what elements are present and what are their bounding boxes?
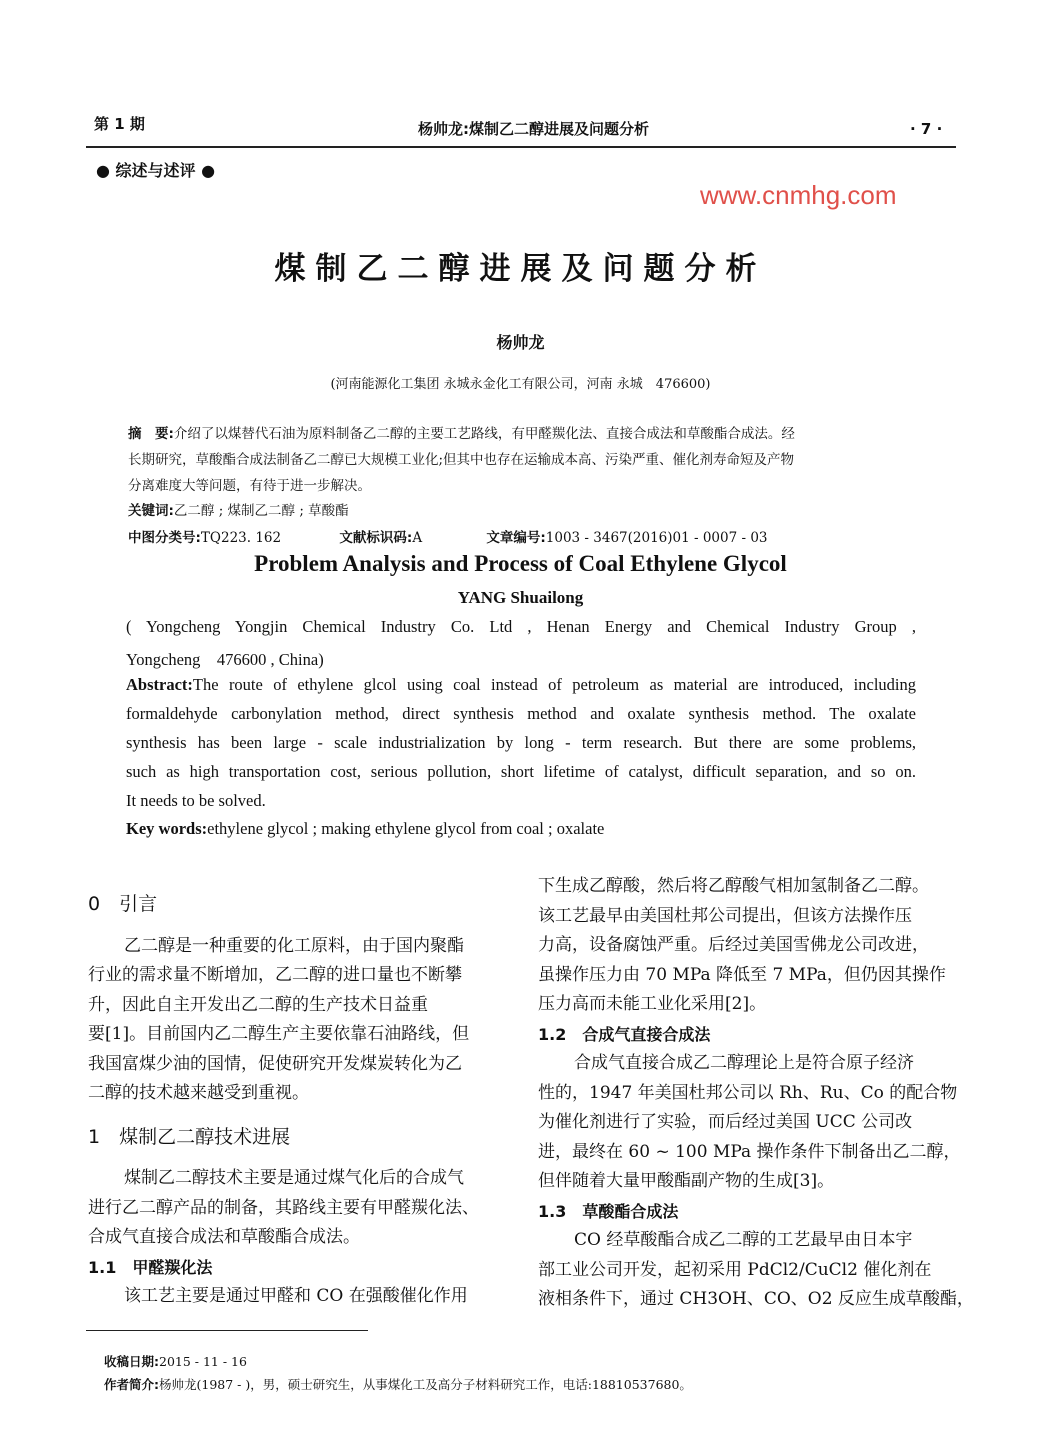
abstract-line: 分离难度大等问题，有待于进一步解决。 (128, 478, 371, 494)
doc-code-value: A (412, 530, 423, 546)
received-date: 2015 - 11 - 16 (159, 1354, 247, 1369)
clc-label: 中图分类号: (128, 530, 201, 546)
paragraph-line: CO 经草酸酯合成乙二醇的工艺最早由日本宇 (574, 1230, 913, 1250)
author-cn: 杨帅龙 (496, 333, 545, 352)
page-number: · 7 · (910, 120, 943, 138)
header-rule (86, 146, 956, 148)
keywords-en-label: Key words: (126, 819, 208, 838)
author-en: YANG Shuailong (457, 588, 584, 607)
running-title: 杨帅龙:煤制乙二醇进展及问题分析 (418, 120, 650, 138)
keywords-cn: 乙二醇 ; 煤制乙二醇 ; 草酸酯 (173, 503, 349, 519)
paragraph-line: 压力高而未能工业化采用[2]。 (538, 994, 767, 1014)
affiliation-en: Yongcheng 476600 , China) (126, 650, 324, 669)
abstract-en-line: The route of ethylene glcol using coal instead of petroleum as material are introduced, including (192, 675, 916, 694)
section-tag: ● 综述与述评 ● (96, 161, 216, 180)
author-bio: 杨帅龙(1987 - )，男，硕士研究生，从事煤化工及高分子材料研究工作，电话:18810537680。 (159, 1377, 692, 1392)
paragraph-line: 要[1]。目前国内乙二醇生产主要依靠石油路线，但 (88, 1024, 470, 1044)
section-heading: 1 煤制乙二醇技术进展 (88, 1125, 291, 1148)
affiliation-cn: (河南能源化工集团 永城永金化工有限公司，河南 永城 476600) (330, 377, 711, 392)
issue-number: 第 1 期 (94, 115, 145, 133)
article-number-value: 1003 - 3467(2016)01 - 0007 - 03 (545, 530, 768, 546)
left-column (88, 890, 479, 1312)
title-en: Problem Analysis and Process of Coal Ethylene Glycol (254, 551, 787, 576)
paragraph-line: 该工艺主要是通过甲醛和 CO 在强酸催化作用 (124, 1286, 468, 1306)
paragraph-line: 但伴随着大量甲酸酯副产物的生成[3]。 (538, 1171, 835, 1191)
abstract-en-line: It needs to be solved. (126, 791, 266, 810)
abstract-line: 介绍了以煤替代石油为原料制备乙二醇的主要工艺路线，有甲醛羰化法、直接合成法和草酸酯合成法。经 (173, 426, 795, 442)
affiliation-en: ( Yongcheng Yongjin Chemical Industry Co. Ltd , Henan Energy and Chemical Industry Group , (126, 617, 916, 636)
paragraph-line: 为催化剂进行了实验，而后经过美国 UCC 公司改 (538, 1112, 913, 1132)
paragraph-line: 升，因此自主开发出乙二醇的生产技术日益重 (88, 994, 428, 1015)
paragraph-line: 我国富煤少油的国情，促使研究开发煤炭转化为乙 (88, 1053, 462, 1074)
keywords-en: ethylene glycol ; making ethylene glycol from coal ; oxalate (207, 819, 605, 838)
title-cn: 煤制乙二醇进展及问题分析 (274, 251, 767, 287)
section-heading: 0 引言 (88, 893, 158, 915)
article-number-label: 文章编号: (486, 530, 546, 546)
paragraph-line: 进行乙二醇产品的制备，其路线主要有甲醛羰化法、 (88, 1197, 479, 1218)
abstract-en-label: Abstract: (126, 675, 193, 694)
abstract-en-line: such as high transportation cost, serious pollution, short lifetime of catalyst, difficult separation, and so on. (126, 762, 916, 781)
received-label: 收稿日期: (104, 1354, 159, 1369)
subsection-heading: 1.3 草酸酯合成法 (538, 1201, 679, 1221)
subsection-heading: 1.1 甲醛羰化法 (88, 1257, 213, 1277)
paragraph-line: 合成气直接合成乙二醇理论上是符合原子经济 (574, 1053, 914, 1073)
abstract-en-line: formaldehyde carbonylation method, direct synthesis method and oxalate synthesis method. The oxalate (126, 704, 916, 723)
watermark: www.cnmhg.com (700, 180, 897, 210)
doc-code-label: 文献标识码: (339, 530, 413, 546)
paragraph-line: 力高，设备腐蚀严重。后经过美国雪佛龙公司改进， (538, 935, 929, 955)
paragraph-line: 虽操作压力由 70 MPa 降低至 7 MPa，但仍因其操作 (538, 964, 946, 985)
paragraph-line: 二醇的技术越来越受到重视。 (88, 1083, 309, 1103)
paragraph-line: 煤制乙二醇技术主要是通过煤气化后的合成气 (124, 1168, 464, 1188)
paragraph-line: 下生成乙醇酸，然后将乙醇酸气相加氢制备乙二醇。 (538, 876, 929, 896)
abstract-en-line: synthesis has been large - scale industrialization by long - term research. But there are some problems, (126, 733, 916, 752)
clc-value: TQ223. 162 (200, 530, 282, 546)
paragraph-line: 乙二醇是一种重要的化工原料，由于国内聚酯 (124, 935, 464, 956)
paragraph-line: 合成气直接合成法和草酸酯合成法。 (88, 1227, 360, 1247)
paragraph-line: 部工业公司开发，起初采用 PdCl2/CuCl2 催化剂在 (538, 1259, 932, 1280)
keywords-label: 关键词: (128, 503, 174, 519)
paragraph-line: 该工艺最早由美国杜邦公司提出，但该方法操作压 (538, 905, 912, 926)
paragraph-line: 液相条件下，通过 CH3OH、CO、O2 反应生成草酸酯， (538, 1289, 974, 1309)
abstract-line: 长期研究，草酸酯合成法制备乙二醇已大规模工业化;但其中也存在运输成本高、污染严重、催化剂寿命短及产物 (128, 452, 795, 468)
footnote-rule (86, 1330, 368, 1331)
paragraph-line: 进，最终在 60 ~ 100 MPa 操作条件下制备出乙二醇， (538, 1141, 961, 1162)
abstract-label: 摘 要: (128, 426, 174, 442)
bio-label: 作者简介: (104, 1377, 159, 1392)
subsection-heading: 1.2 合成气直接合成法 (538, 1024, 711, 1044)
paragraph-line: 行业的需求量不断增加，乙二醇的进口量也不断攀 (88, 965, 462, 985)
right-column (538, 872, 974, 1315)
paragraph-line: 性的，1947 年美国杜邦公司以 Rh、Ru、Co 的配合物 (538, 1082, 958, 1103)
